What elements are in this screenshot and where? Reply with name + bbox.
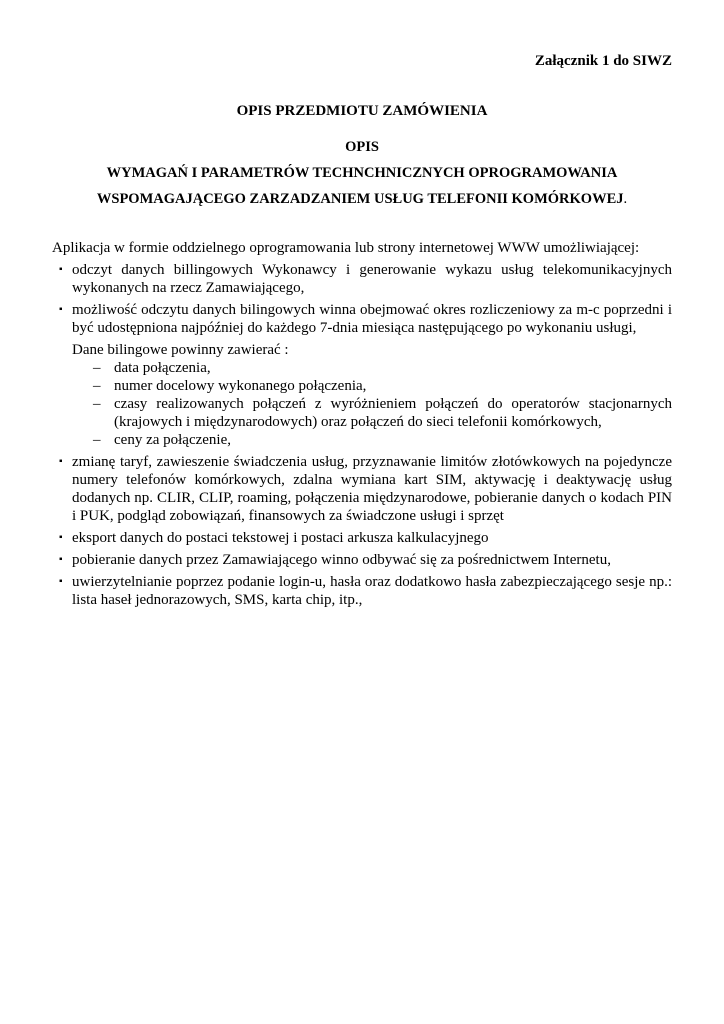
- requirements-list-continued: [52, 453, 672, 609]
- list-item: [52, 551, 672, 569]
- subtitle-line-3-suffix: .: [623, 191, 628, 207]
- sub-list-item-text: ceny za połączenie,: [114, 432, 232, 448]
- list-item: [52, 261, 672, 297]
- square-bullet-icon: ▪: [59, 576, 63, 587]
- sub-list-item-text: czasy realizowanych połączeń z wyróżnieniem połączeń do operatorów stacjonarnych (krajowych i międzynarodowych) oraz połączeń do sieci telefonii komórkowych,: [114, 396, 672, 430]
- square-bullet-icon: ▪: [59, 456, 63, 467]
- dash-bullet-icon: –: [93, 432, 101, 448]
- sub-list-item: [72, 431, 672, 449]
- subtitle-line-3: [40, 186, 684, 212]
- sub-list-item: [72, 377, 672, 395]
- sub-list-item: [72, 359, 672, 377]
- sub-list-item-text: numer docelowy wykonanego połączenia,: [114, 378, 367, 394]
- subtitle-line-3-text: WSPOMAGAJĄCEGO ZARZADZANIEM USŁUG TELEFONII KOMÓRKOWEJ: [96, 191, 624, 207]
- subtitle-line-1: OPIS: [345, 139, 379, 155]
- document-subtitle: [40, 134, 684, 212]
- list-item-text: pobieranie danych przez Zamawiającego winno odbywać się za pośrednictwem Internetu,: [72, 552, 611, 568]
- sub-list-item: [72, 395, 672, 431]
- subtitle-line-2: WYMAGAŃ I PARAMETRÓW TECHNCHNICZNYCH OPROGRAMOWANIA: [106, 165, 618, 181]
- list-item: [52, 573, 672, 609]
- list-item: [52, 529, 672, 547]
- intro-paragraph: Aplikacja w formie oddzielnego oprogramowania lub strony internetowej WWW umożliwiającej:: [52, 240, 640, 256]
- square-bullet-icon: ▪: [59, 554, 63, 565]
- billing-data-section: [52, 341, 672, 449]
- billing-data-list: [72, 359, 672, 449]
- square-bullet-icon: ▪: [59, 532, 63, 543]
- dash-bullet-icon: –: [93, 396, 101, 412]
- billing-data-heading: Dane bilingowe powinny zawierać :: [72, 342, 289, 358]
- square-bullet-icon: ▪: [59, 264, 63, 275]
- annex-label: Załącznik 1 do SIWZ: [534, 53, 672, 69]
- document-body: [52, 239, 672, 613]
- list-item: [52, 453, 672, 525]
- list-item-text: uwierzytelnianie poprzez podanie login-u, hasła oraz dodatkowo hasła zabezpieczającego sesje np.: lista haseł jednorazowych, SMS, karta chip, itp.,: [72, 574, 672, 608]
- list-item-text: eksport danych do postaci tekstowej i postaci arkusza kalkulacyjnego: [72, 530, 489, 546]
- sub-list-item-text: data połączenia,: [114, 360, 211, 376]
- document-title: OPIS PRZEDMIOTU ZAMÓWIENIA: [236, 103, 488, 119]
- dash-bullet-icon: –: [93, 378, 101, 394]
- list-item: [52, 301, 672, 337]
- list-item-text: możliwość odczytu danych bilingowych winna obejmować okres rozliczeniowy za m-c poprzedni i być udostępniona najpóźniej do każdego 7-dnia miesiąca następującego po wykonaniu usługi,: [72, 302, 672, 336]
- dash-bullet-icon: –: [93, 360, 101, 376]
- square-bullet-icon: ▪: [59, 304, 63, 315]
- list-item-text: odczyt danych billingowych Wykonawcy i generowanie wykazu usług telekomunikacyjnych wykonanych na rzecz Zamawiającego,: [72, 262, 672, 296]
- requirements-list: [52, 261, 672, 337]
- list-item-text: zmianę taryf, zawieszenie świadczenia usług, przyznawanie limitów złotówkowych na pojedyncze numery telefonów komórkowych, zdalna wymiana kart SIM, aktywację i deaktywację usług dodanych np. CLIR, CLIP, roaming, połączenia międzynarodowe, pobieranie danych o kodach PIN i PUK, podgląd zobowiązań, finansowych za świadczone usługi i sprzęt: [72, 454, 672, 524]
